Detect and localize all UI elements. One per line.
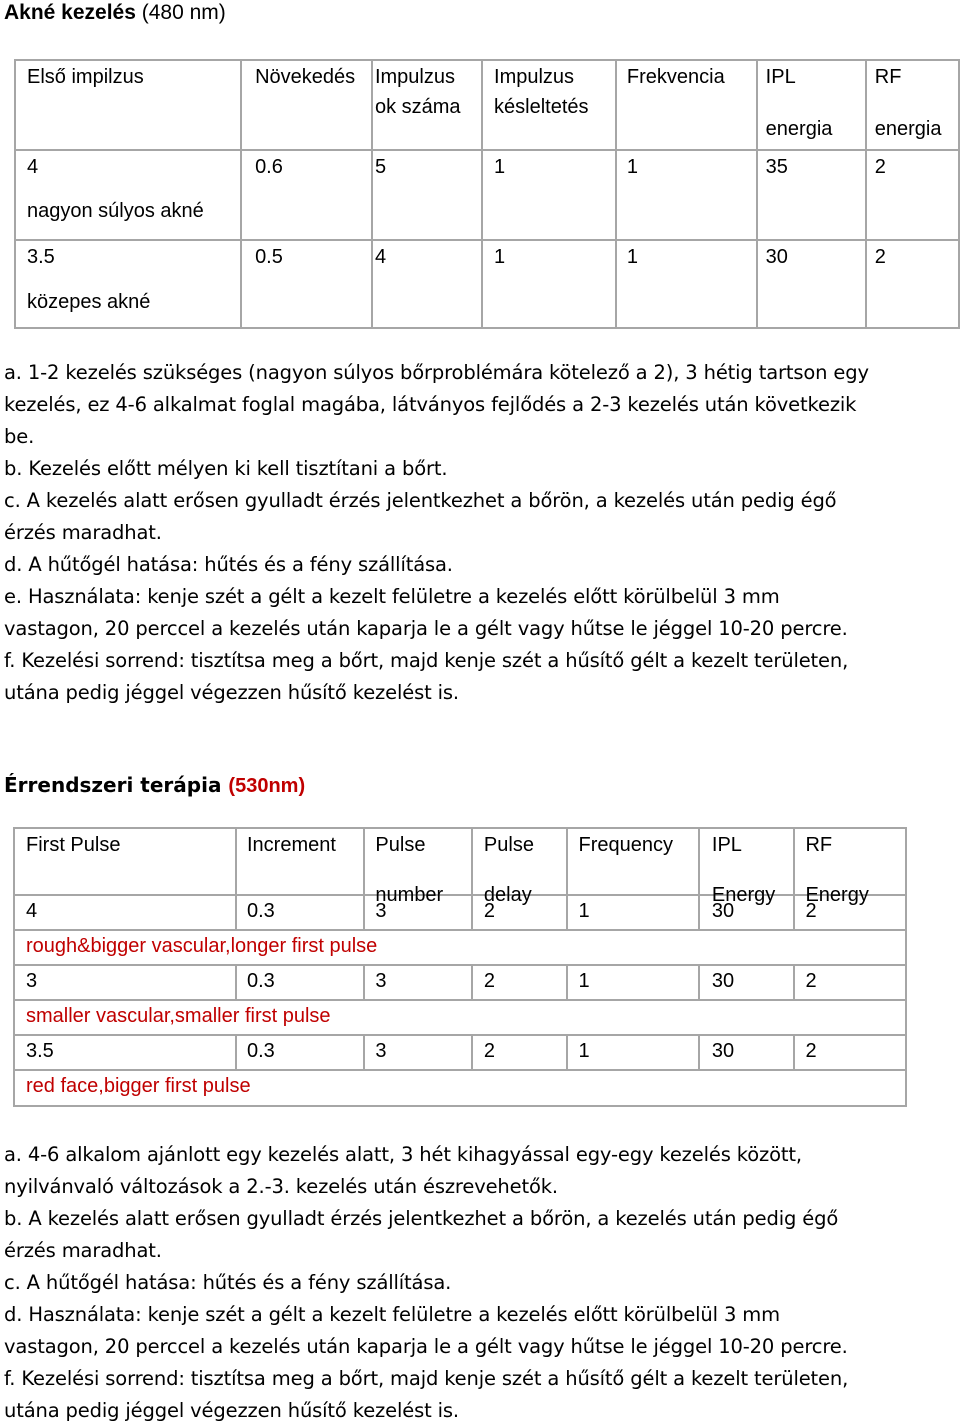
cell-value: 2: [483, 1040, 496, 1062]
table-row-label: [14, 1070, 906, 1106]
section2-title-bold: Érrendszeri terápia: [4, 773, 222, 797]
cell-value: 2: [805, 900, 817, 922]
cell-value: 2: [805, 970, 817, 992]
cell-value: 3: [375, 900, 387, 922]
header-ipl: IPL: [765, 66, 796, 88]
cell-value: 3: [375, 1040, 387, 1062]
header-frequency: Frequency: [578, 834, 673, 856]
row-label: red face,bigger first pulse: [26, 1075, 251, 1097]
header-frequency: Frekvencia: [626, 66, 725, 88]
cell-value: 30: [711, 1040, 735, 1062]
cell-value: 2: [483, 900, 496, 922]
note-line: utána pedig jéggel végezzen hűsítő kezelést is.: [4, 681, 459, 704]
note-line: vastagon, 20 perccel a kezelés után kaparja le a gélt vagy hűtse le jéggel 10-20 percre.: [4, 1335, 848, 1358]
table-row: [14, 965, 906, 1000]
note-line: f. Kezelési sorrend: tisztítsa meg a bőrt, majd kenje szét a hűsítő gélt a kezelt területen,: [4, 649, 849, 672]
note-line: a. 1-2 kezelés szükséges (nagyon súlyos bőrproblémára kötelező a 2), 3 hétig tartson egy: [4, 361, 869, 384]
cell-value: 3: [375, 970, 387, 992]
cell-value: 30: [765, 246, 788, 268]
note-line: f. Kezelési sorrend: tisztítsa meg a bőrt, majd kenje szét a hűsítő gélt a kezelt területen,: [4, 1367, 849, 1390]
header-pulse-number-1: Impulzus: [374, 66, 455, 88]
cell-value: 2: [874, 246, 886, 268]
cell-value: 1: [626, 246, 638, 268]
table-row: [14, 895, 906, 930]
note-line: vastagon, 20 perccel a kezelés után kaparja le a gélt vagy hűtse le jéggel 10-20 percre.: [4, 617, 848, 640]
header-increment: Növekedés: [255, 66, 356, 88]
header-pulse-number-2: number: [375, 884, 444, 906]
cell-value: 0.3: [246, 970, 275, 992]
cell-value: 0.3: [246, 900, 275, 922]
table-row: [14, 1035, 906, 1070]
note-line: érzés maradhat.: [4, 521, 162, 544]
cell-value: 1: [578, 1040, 590, 1062]
header-pulse-number-2: ok száma: [374, 96, 461, 118]
header-first-pulse: Első impilzus: [27, 66, 144, 88]
section2-title: [4, 773, 305, 798]
cell-value: 4: [374, 246, 387, 268]
note-line: utána pedig jéggel végezzen hűsítő kezelést is.: [4, 1399, 459, 1422]
row-label: közepes akné: [27, 291, 151, 313]
note-line: a. 4-6 alkalom ajánlott egy kezelés alatt, 3 hét kihagyással egy-egy kezelés között,: [4, 1143, 802, 1166]
header-pulse-delay-1: Pulse: [483, 834, 534, 856]
section1-title-wavelength: (480 nm): [135, 1, 226, 24]
header-ipl: IPL: [711, 834, 742, 856]
note-line: d. Használata: kenje szét a gélt a kezelt felületre a kezelés előtt körülbelül 3 mm: [4, 1303, 780, 1326]
cell-value: 30: [711, 970, 735, 992]
header-rf: RF: [874, 66, 902, 88]
note-line: érzés maradhat.: [4, 1239, 162, 1262]
header-rf: RF: [805, 834, 833, 856]
cell-value: 4: [26, 900, 38, 922]
table-header-row: [15, 60, 959, 150]
table-row-label: [14, 930, 906, 965]
cell-value: 3: [26, 970, 38, 992]
note-line: c. A kezelés alatt erősen gyulladt érzés jelentkezhet a bőrön, a kezelés után pedig égő: [4, 489, 837, 512]
header-pulse-delay-2: késleltetés: [494, 96, 589, 118]
acne-settings-table: [14, 59, 960, 329]
table-header-row: [14, 828, 906, 895]
row-label: smaller vascular,smaller first pulse: [26, 1005, 331, 1027]
header-pulse-delay-1: Impulzus: [494, 66, 575, 88]
row-label: rough&bigger vascular,longer first pulse: [26, 935, 378, 957]
header-rf-energy: Energy: [805, 884, 869, 906]
cell-value: 1: [494, 246, 506, 268]
header-pulse-delay-2: delay: [483, 884, 532, 906]
cell-value: 1: [578, 900, 590, 922]
note-line: b. A kezelés alatt erősen gyulladt érzés jelentkezhet a bőrön, a kezelés után pedig égő: [4, 1207, 839, 1230]
vascular-settings-table: [13, 827, 907, 1107]
header-rf-energy: energia: [874, 118, 942, 140]
cell-value: 2: [805, 1040, 817, 1062]
section1-title: [4, 0, 226, 26]
cell-value: 35: [765, 156, 788, 178]
cell-value: 3.5: [27, 246, 55, 268]
cell-value: 1: [626, 156, 638, 178]
cell-value: 2: [483, 970, 496, 992]
row-label: nagyon súlyos akné: [27, 200, 204, 222]
cell-value: 0.5: [255, 246, 283, 268]
note-line: b. Kezelés előtt mélyen ki kell tisztítani a bőrt.: [4, 457, 448, 480]
header-first-pulse: First Pulse: [26, 834, 121, 856]
note-line: kezelés, ez 4-6 alkalmat foglal magába, látványos fejlődés a 2-3 kezelés után következik: [4, 393, 857, 416]
cell-value: 0.6: [255, 156, 283, 178]
table-row: [15, 150, 959, 240]
note-line: be.: [4, 425, 35, 448]
cell-value: 5: [374, 156, 387, 178]
cell-value: 4: [27, 156, 39, 178]
note-line: e. Használata: kenje szét a gélt a kezelt felületre a kezelés előtt körülbelül 3 mm: [4, 585, 780, 608]
section2-title-wavelength: (530nm): [228, 775, 306, 797]
table-row-label: [14, 1000, 906, 1035]
section1-title-bold: Akné kezelés: [4, 1, 136, 24]
cell-value: 3.5: [26, 1040, 54, 1062]
cell-value: 30: [711, 900, 735, 922]
cell-value: 1: [578, 970, 590, 992]
note-line: c. A hűtőgél hatása: hűtés és a fény szállítása.: [4, 1271, 452, 1294]
cell-value: 0.3: [246, 1040, 275, 1062]
header-ipl-energy: Energy: [711, 884, 776, 906]
note-line: d. A hűtőgél hatása: hűtés és a fény szállítása.: [4, 553, 453, 576]
header-pulse-number-1: Pulse: [375, 834, 426, 856]
table-row: [15, 240, 959, 328]
header-increment: Increment: [246, 834, 336, 856]
cell-value: 1: [494, 156, 506, 178]
header-ipl-energy: energia: [765, 118, 833, 140]
cell-value: 2: [874, 156, 886, 178]
note-line: nyilvánvaló változások a 2.-3. kezelés után észrevehetők.: [4, 1175, 558, 1198]
